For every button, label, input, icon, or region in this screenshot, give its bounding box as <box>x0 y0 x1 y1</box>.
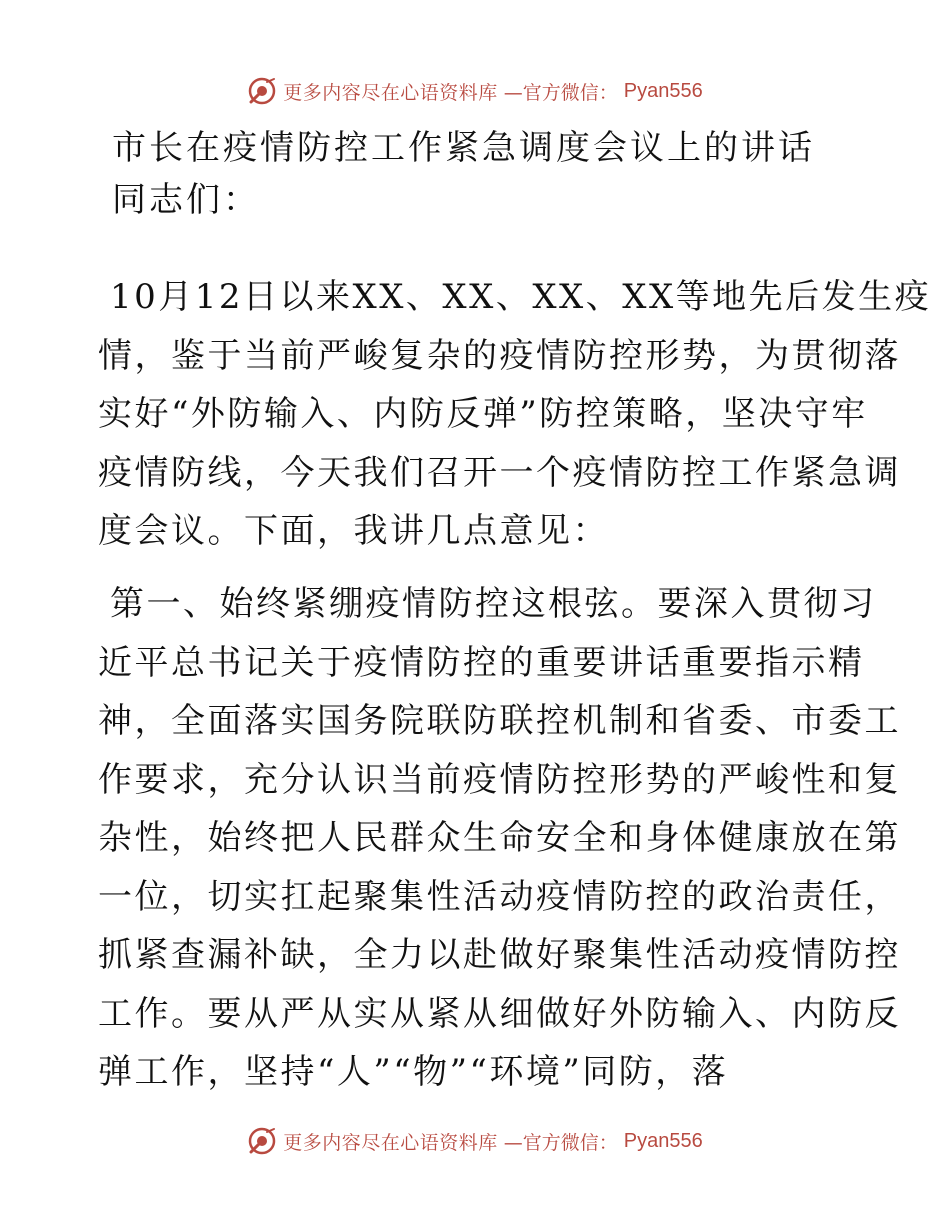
brand-logo-icon <box>247 1126 277 1156</box>
header-watermark <box>0 74 950 108</box>
brand-logo-icon <box>247 76 277 106</box>
paragraph-line: 弹工作，坚持“人”“物”“环境”同防，落 <box>98 1052 729 1092</box>
salutation: 同志们： <box>112 180 260 220</box>
watermark-wechat-id: Pyan556 <box>623 79 703 102</box>
paragraph-line: 抓紧查漏补缺，全力以赴做好聚集性活动疫情防控 <box>98 935 901 975</box>
paragraph-line: 疫情防线，今天我们召开一个疫情防控工作紧急调 <box>98 452 901 493</box>
paragraph-line: 情，鉴于当前严峻复杂的疫情防控形势，为贯彻落 <box>98 335 901 376</box>
paragraph-line: 度会议。下面，我讲几点意见： <box>98 511 609 551</box>
paragraph-point-one <box>98 575 901 1102</box>
paragraph-line: 一位，切实扛起聚集性活动疫情防控的政治责任， <box>98 876 901 917</box>
paragraph-line: 杂性，始终把人民群众生命安全和身体健康放在第 <box>98 818 901 858</box>
paragraph-intro <box>98 268 932 561</box>
watermark-official-label: —官方微信： <box>503 81 618 104</box>
watermark-site-text: 更多内容尽在心语资料库 <box>283 1131 498 1154</box>
paragraph-line: 近平总书记关于疫情防控的重要讲话重要指示精 <box>98 642 865 683</box>
watermark-wechat-id: Pyan556 <box>623 1129 703 1152</box>
paragraph-line: 作要求，充分认识当前疫情防控形势的严峻性和复 <box>98 759 901 800</box>
paragraph-line: 10月12日以来XX、XX、XX、XX等地先后发生疫 <box>110 277 932 317</box>
paragraph-line: 工作。要从严从实从紧从细做好外防输入、内防反 <box>98 993 901 1034</box>
watermark-site-text: 更多内容尽在心语资料库 <box>283 81 498 104</box>
footer-watermark <box>0 1124 950 1158</box>
document-title: 市长在疫情防控工作紧急调度会议上的讲话 <box>112 128 815 168</box>
paragraph-line: 第一、始终紧绷疫情防控这根弦。要深入贯彻习 <box>110 584 877 624</box>
paragraph-line: 实好“外防输入、内防反弹”防控策略，坚决守牢 <box>98 394 868 434</box>
paragraph-line: 神，全面落实国务院联防联控机制和省委、市委工 <box>98 701 901 741</box>
watermark-official-label: —官方微信： <box>503 1131 618 1154</box>
